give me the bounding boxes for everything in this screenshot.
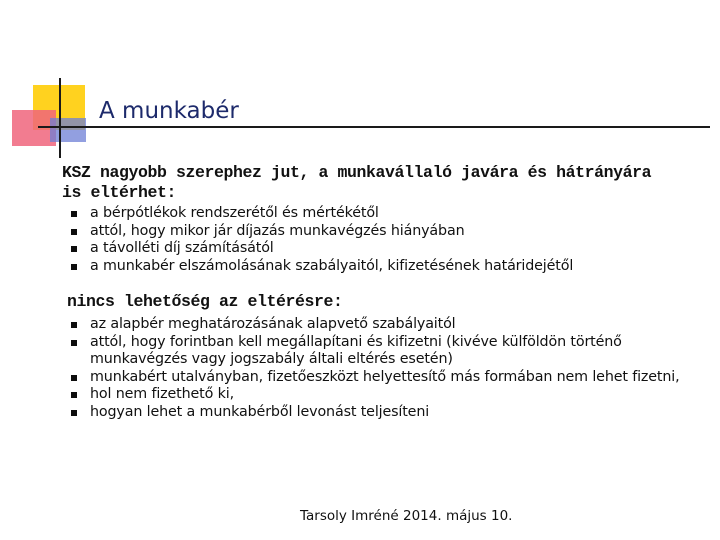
list-item-text: attól, hogy forintban kell megállapítani és kifizetni (kivéve külföldön történő munkavégzés vagy jogszabály általi eltérés esetén) — [90, 333, 622, 367]
title-divider — [38, 126, 710, 128]
slide-title: A munkabér — [99, 98, 239, 124]
square-bullet-icon — [71, 211, 77, 217]
list-item — [70, 386, 710, 404]
list-item-text: a bérpótlékok rendszerétől és mértékétől — [90, 205, 379, 221]
square-bullet-icon — [71, 375, 77, 381]
list-item — [70, 404, 710, 422]
square-bullet-icon — [71, 322, 77, 328]
square-bullet-icon — [71, 340, 77, 346]
list-item-text: hol nem fizethető ki, — [90, 386, 234, 402]
no-deviation-list — [70, 316, 710, 421]
list-item — [70, 223, 573, 241]
list-item-text: munkabért utalványban, fizetőeszközt helyettesítő más formában nem lehet fizetni, — [90, 368, 680, 385]
list-item — [70, 316, 710, 334]
list-item — [70, 258, 573, 276]
decor-vertical-line — [59, 78, 61, 158]
subheading: nincs lehetőség az eltérésre: — [67, 292, 343, 311]
list-item — [70, 369, 710, 387]
list-item-text: a távolléti díj számításától — [90, 240, 274, 256]
square-bullet-icon — [71, 410, 77, 416]
list-item — [70, 334, 710, 369]
list-item-text: a munkabér elszámolásának szabályaitól, kifizetésének határidejétől — [90, 257, 574, 274]
square-bullet-icon — [71, 229, 77, 235]
list-item-text: attól, hogy mikor jár díjazás munkavégzés hiányában — [90, 222, 465, 239]
list-item-text: hogyan lehet a munkabérből levonást teljesíteni — [90, 403, 430, 420]
square-bullet-icon — [71, 246, 77, 252]
slide-footer: Tarsoly Imréné 2014. május 10. — [300, 508, 513, 524]
allowed-deviations-list — [70, 205, 573, 275]
square-bullet-icon — [71, 392, 77, 398]
list-item-text: az alapbér meghatározásának alapvető szabályaitól — [90, 316, 456, 332]
list-item — [70, 205, 573, 223]
square-bullet-icon — [71, 264, 77, 270]
list-item — [70, 240, 573, 258]
intro-paragraph: KSZ nagyobb szerephez jut, a munkavállaló javára és hátrányára is eltérhet: — [62, 163, 652, 202]
decor-blue-square — [50, 118, 86, 142]
